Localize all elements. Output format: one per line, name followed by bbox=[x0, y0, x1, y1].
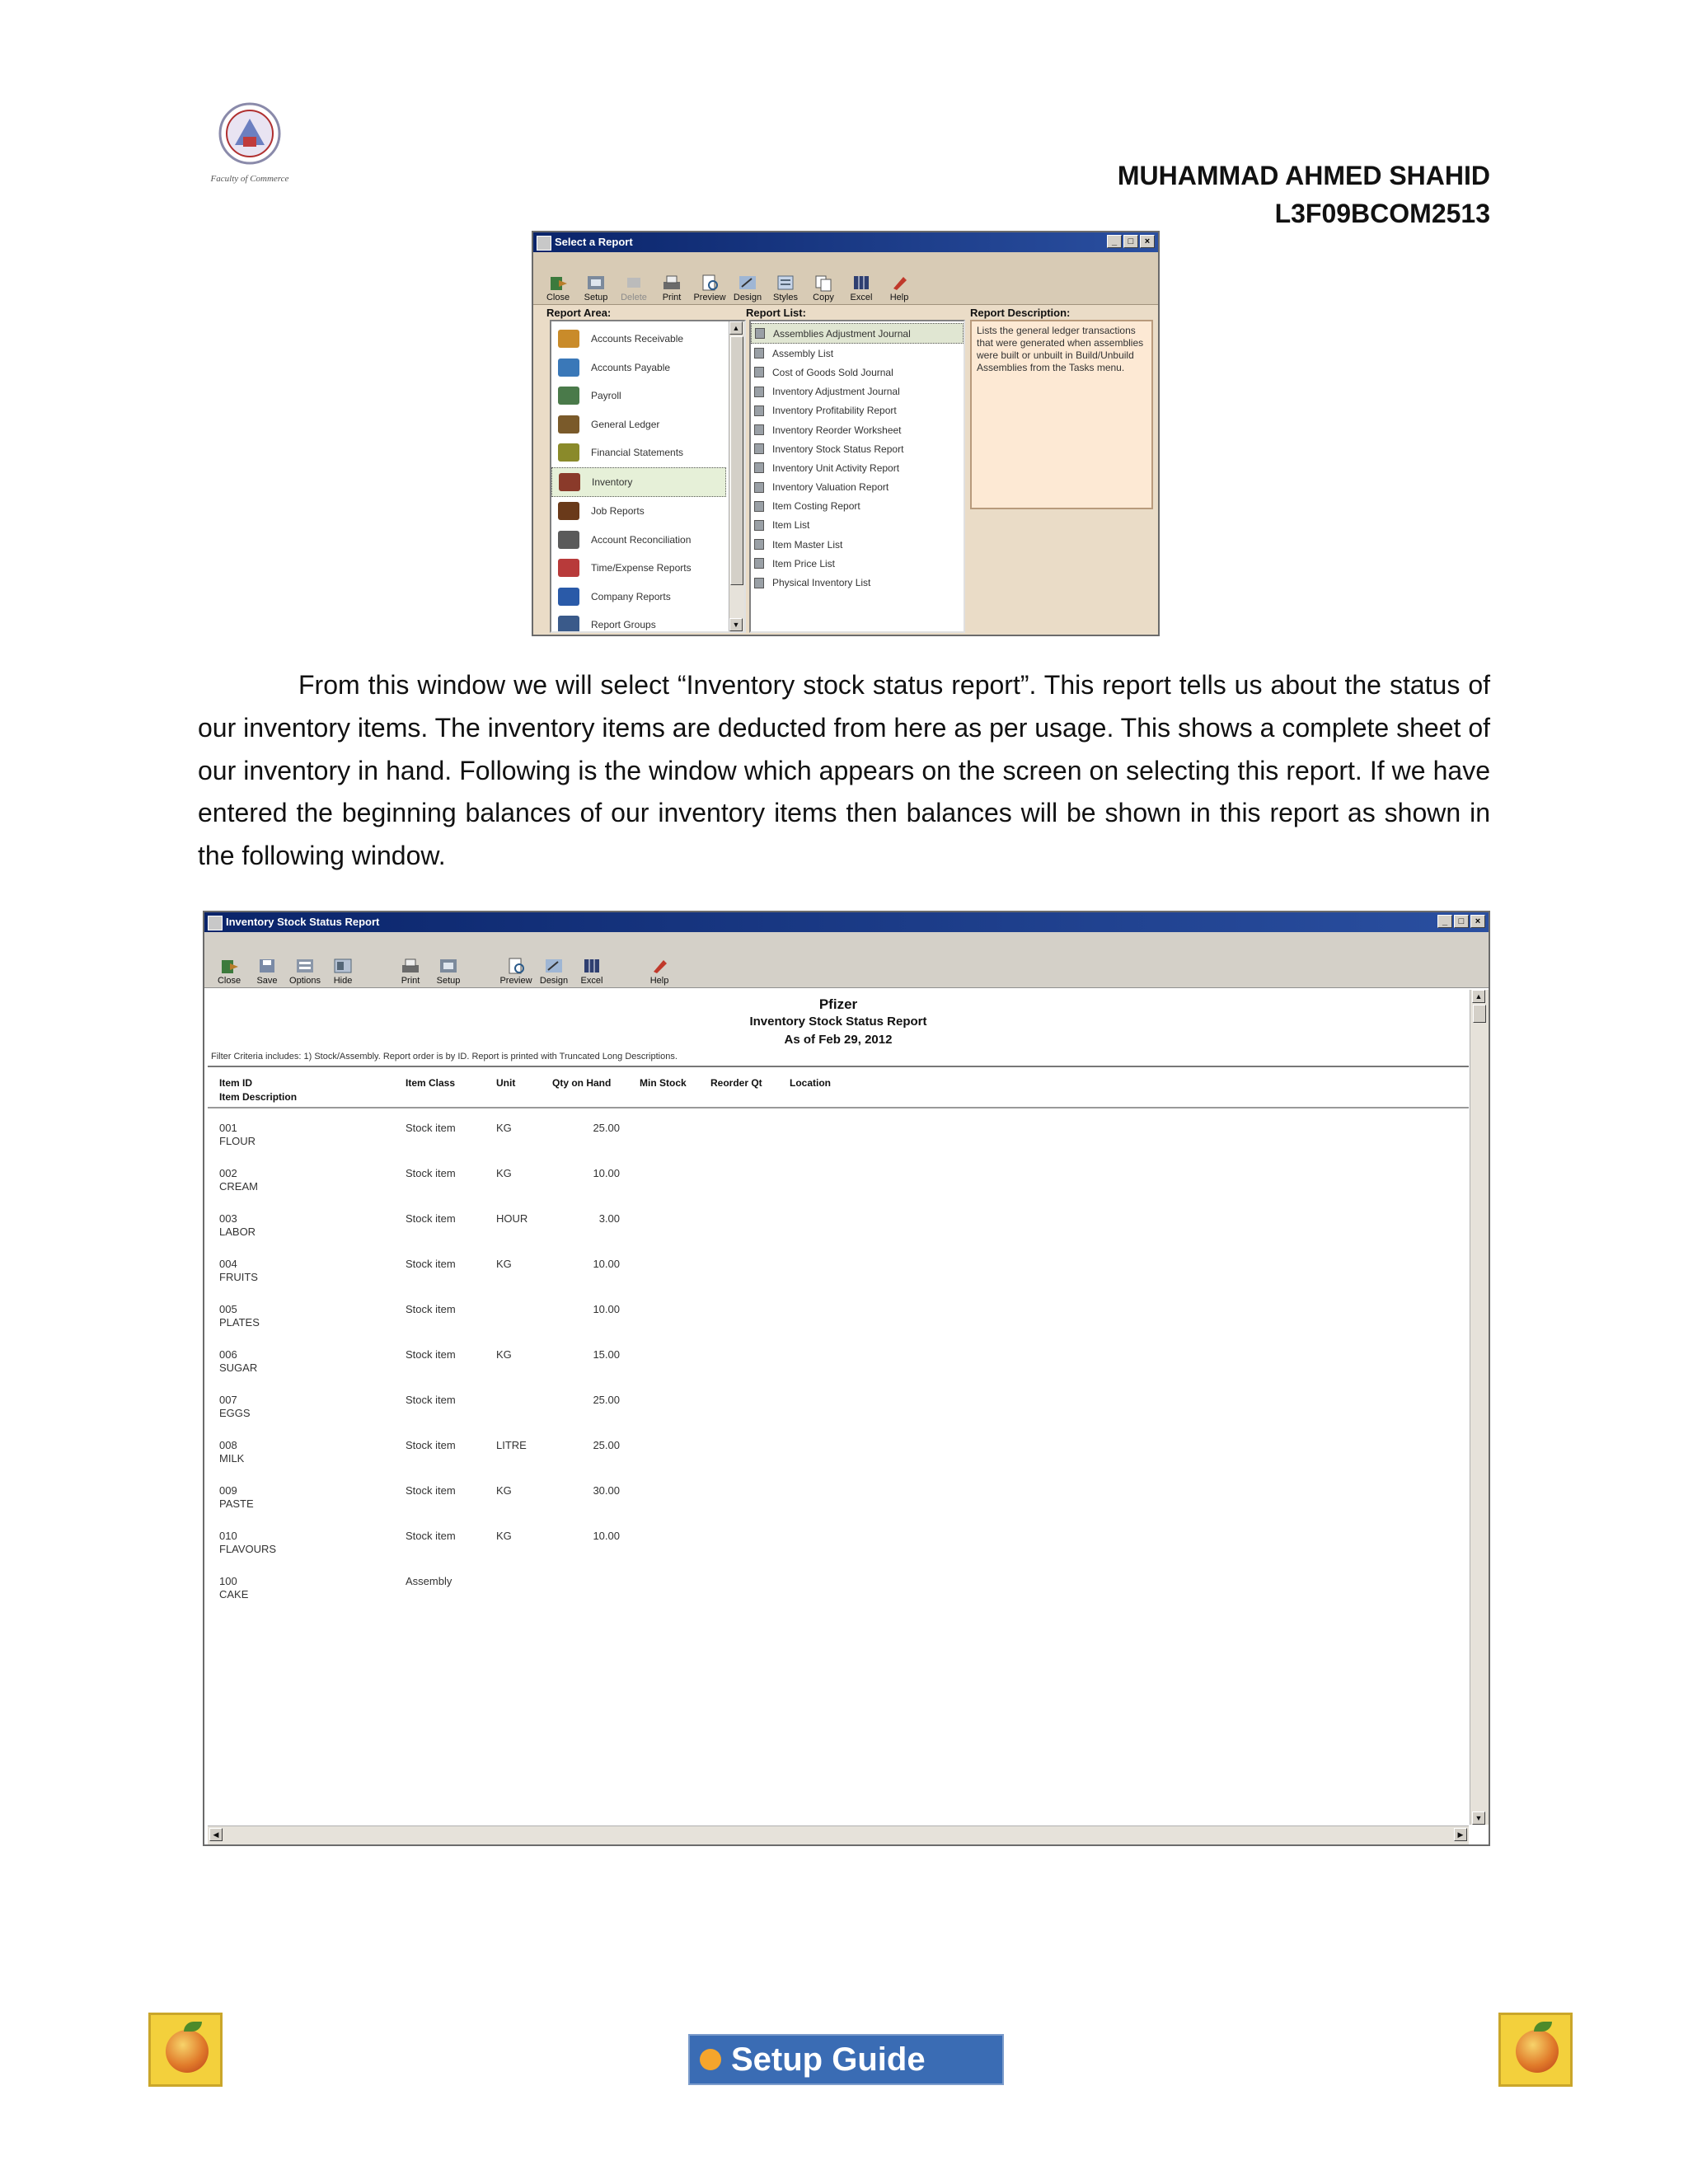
report-area-icon bbox=[558, 359, 579, 377]
report-list-item[interactable] bbox=[751, 439, 964, 458]
toolbar-copy-button[interactable]: Copy bbox=[807, 274, 840, 302]
hide-icon bbox=[332, 957, 354, 975]
item-class-cell: Stock item bbox=[406, 1394, 456, 1406]
report-area-icon bbox=[558, 415, 579, 434]
report-description-label: Report Description: bbox=[970, 307, 1071, 319]
report-document-icon bbox=[754, 443, 764, 454]
report-area-label: Inventory bbox=[592, 476, 633, 488]
report-area-label: General Ledger bbox=[591, 418, 660, 430]
fruit-picture-right bbox=[1498, 2013, 1573, 2087]
report-title: Inventory Stock Status Report bbox=[749, 1015, 927, 1029]
report-area-item[interactable] bbox=[551, 497, 726, 526]
scroll-down-button[interactable]: ▼ bbox=[729, 618, 743, 631]
report-area-icon bbox=[558, 588, 579, 606]
item-class-cell: Stock item bbox=[406, 1167, 456, 1179]
report-list-label: Inventory Stock Status Report bbox=[772, 443, 904, 455]
item-id-cell: 100 bbox=[219, 1575, 237, 1587]
window-app-icon bbox=[208, 916, 223, 930]
report-area-icon bbox=[559, 473, 580, 491]
preview-icon bbox=[699, 274, 720, 292]
report-list-item[interactable] bbox=[751, 535, 964, 554]
report-area-item[interactable] bbox=[551, 583, 726, 612]
filter-criteria: Filter Criteria includes: 1) Stock/Assembly. Report order is by ID. Report is printed with Truncated Long Descriptions. bbox=[211, 1052, 678, 1062]
item-description-cell: MILK bbox=[219, 1452, 245, 1465]
report-document-icon bbox=[754, 387, 764, 397]
col-min-stock: Min Stock bbox=[640, 1077, 687, 1089]
item-id-cell: 003 bbox=[219, 1212, 237, 1225]
report-area-item[interactable] bbox=[551, 410, 726, 439]
toolbar-setup-button[interactable]: Setup bbox=[579, 274, 612, 302]
stock-status-report-window bbox=[203, 911, 1490, 1846]
item-description-cell: FLAVOURS bbox=[219, 1543, 277, 1555]
company-name: Pfizer bbox=[818, 996, 858, 1012]
report-list-label: Inventory Valuation Report bbox=[772, 481, 889, 494]
help-icon bbox=[889, 274, 910, 292]
toolbar-setup-button[interactable]: Setup bbox=[432, 957, 465, 986]
qty-on-hand-cell: 10.00 bbox=[593, 1167, 620, 1179]
toolbar-hide-button[interactable]: Hide bbox=[326, 957, 359, 986]
report-area-label: Report Groups bbox=[591, 619, 656, 631]
report-area-item[interactable] bbox=[551, 554, 726, 583]
item-id-cell: 006 bbox=[219, 1348, 237, 1361]
svg-text:Faculty of Commerce: Faculty of Commerce bbox=[210, 174, 289, 184]
item-id-cell: 008 bbox=[219, 1439, 237, 1451]
unit-cell: KG bbox=[496, 1122, 512, 1134]
close-door-icon bbox=[218, 957, 240, 975]
report-list-item[interactable] bbox=[751, 458, 964, 477]
close-window-button[interactable]: × bbox=[1470, 915, 1485, 928]
report-area-label: Accounts Payable bbox=[591, 361, 671, 373]
toolbar-options-button[interactable]: Options bbox=[288, 957, 321, 986]
design-icon bbox=[543, 957, 565, 975]
report-area-item[interactable] bbox=[551, 354, 726, 382]
report-document-icon bbox=[754, 501, 764, 512]
qty-on-hand-cell: 10.00 bbox=[593, 1530, 620, 1542]
window-title: Inventory Stock Status Report bbox=[226, 916, 380, 928]
unit-cell: KG bbox=[496, 1258, 512, 1270]
author-name: MUHAMMAD AHMED SHAHID bbox=[1117, 161, 1490, 190]
window-title: Select a Report bbox=[555, 236, 633, 248]
report-list-label: Inventory Unit Activity Report bbox=[772, 462, 900, 474]
column-divider bbox=[208, 1107, 1469, 1108]
toolbar-help-button[interactable]: Help bbox=[883, 274, 916, 302]
setup-guide-button[interactable] bbox=[688, 2034, 1004, 2085]
report-list-label: Inventory Reorder Worksheet bbox=[772, 424, 902, 436]
col-reorder-qty: Reorder Qt bbox=[710, 1077, 762, 1089]
item-class-cell: Stock item bbox=[406, 1530, 456, 1542]
report-date: As of Feb 29, 2012 bbox=[784, 1033, 893, 1047]
table-row bbox=[208, 1212, 1469, 1258]
select-report-titlebar bbox=[533, 232, 1158, 252]
report-description-box bbox=[970, 320, 1153, 509]
item-id-cell: 004 bbox=[219, 1258, 237, 1270]
author-block bbox=[1118, 157, 1490, 232]
table-row bbox=[208, 1348, 1469, 1394]
excel-icon bbox=[581, 957, 603, 975]
report-list-label: Item Costing Report bbox=[772, 500, 860, 513]
report-area-scrollbar[interactable] bbox=[729, 321, 744, 631]
scroll-thumb[interactable] bbox=[730, 336, 743, 585]
minimize-button[interactable]: _ bbox=[1107, 235, 1122, 248]
toolbar-preview-button[interactable]: Preview bbox=[499, 957, 532, 986]
report-list-label: Assembly List bbox=[772, 347, 834, 359]
print-icon bbox=[661, 274, 682, 292]
scroll-thumb[interactable] bbox=[1473, 1005, 1486, 1023]
fruit-picture-left bbox=[148, 2013, 223, 2087]
report-document-icon bbox=[754, 405, 764, 416]
item-class-cell: Stock item bbox=[406, 1258, 456, 1270]
report-list-item[interactable] bbox=[751, 516, 964, 535]
table-row bbox=[208, 1303, 1469, 1348]
toolbar-delete-button[interactable]: Delete bbox=[617, 274, 650, 302]
scroll-down-button[interactable]: ▼ bbox=[1472, 1811, 1485, 1825]
report-area-icon bbox=[558, 443, 579, 462]
item-description-cell: CREAM bbox=[219, 1180, 258, 1193]
report-description-text: Lists the general ledger transactions that were generated when assemblies were built or unbuilt in Build/Unbuild Assemblies from the Tasks menu. bbox=[977, 325, 1144, 373]
item-class-cell: Assembly bbox=[406, 1575, 452, 1587]
report-list-item[interactable] bbox=[751, 363, 964, 382]
qty-on-hand-cell: 10.00 bbox=[593, 1258, 620, 1270]
window-app-icon bbox=[537, 236, 551, 251]
item-id-cell: 010 bbox=[219, 1530, 237, 1542]
report-list-item[interactable] bbox=[751, 420, 964, 439]
item-id-cell: 002 bbox=[219, 1167, 237, 1179]
preview-icon bbox=[505, 957, 527, 975]
report-area-item[interactable] bbox=[551, 611, 726, 633]
styles-icon bbox=[775, 274, 796, 292]
scroll-left-button[interactable]: ◀ bbox=[209, 1828, 223, 1841]
table-row bbox=[208, 1258, 1469, 1303]
report-document-icon bbox=[754, 520, 764, 531]
item-id-cell: 009 bbox=[219, 1484, 237, 1497]
toolbar-design-button[interactable]: Design bbox=[731, 274, 764, 302]
report-document-icon bbox=[755, 328, 765, 339]
qty-on-hand-cell: 25.00 bbox=[593, 1394, 620, 1406]
report-body bbox=[208, 990, 1469, 1825]
toolbar-print-button[interactable]: Print bbox=[394, 957, 427, 986]
toolbar-design-button[interactable]: Design bbox=[537, 957, 570, 986]
report-area-list[interactable] bbox=[550, 320, 746, 633]
item-class-cell: Stock item bbox=[406, 1303, 456, 1315]
stock-report-titlebar bbox=[204, 912, 1489, 932]
report-list-label: Item Master List bbox=[772, 538, 843, 551]
report-list-item[interactable] bbox=[751, 497, 964, 516]
report-list-label: Assemblies Adjustment Journal bbox=[773, 327, 911, 340]
report-area-label: Payroll bbox=[591, 390, 621, 402]
item-description-cell: EGGS bbox=[219, 1407, 251, 1419]
qty-on-hand-cell: 10.00 bbox=[593, 1303, 620, 1315]
print-icon bbox=[400, 957, 421, 975]
report-list-label: Inventory Adjustment Journal bbox=[772, 386, 900, 398]
item-id-cell: 007 bbox=[219, 1394, 237, 1406]
delete-icon bbox=[623, 274, 645, 292]
table-row bbox=[208, 1122, 1469, 1167]
qty-on-hand-cell: 25.00 bbox=[593, 1122, 620, 1134]
unit-cell: KG bbox=[496, 1484, 512, 1497]
report-list-label: Item List bbox=[772, 519, 810, 532]
qty-on-hand-cell: 25.00 bbox=[593, 1439, 620, 1451]
item-id-cell: 001 bbox=[219, 1122, 237, 1134]
setup-icon bbox=[438, 957, 459, 975]
report-area-item[interactable] bbox=[551, 467, 726, 498]
scroll-up-button[interactable]: ▲ bbox=[1472, 990, 1485, 1003]
toolbar-close-button[interactable]: Close bbox=[213, 957, 246, 986]
table-row bbox=[208, 1439, 1469, 1484]
report-area-icon bbox=[558, 559, 579, 577]
report-area-label: Report Area: bbox=[546, 307, 612, 319]
toolbar-styles-button[interactable]: Styles bbox=[769, 274, 802, 302]
setup-guide-label: Setup Guide bbox=[731, 2041, 926, 2078]
toolbar-close-button[interactable]: Close bbox=[542, 274, 574, 302]
copy-icon bbox=[813, 274, 834, 292]
excel-icon bbox=[851, 274, 872, 292]
table-row bbox=[208, 1530, 1469, 1575]
report-document-icon bbox=[754, 462, 764, 473]
col-item-id: Item ID bbox=[219, 1077, 253, 1089]
toolbar-save-button[interactable]: Save bbox=[251, 957, 284, 986]
report-area-item[interactable] bbox=[551, 325, 726, 354]
report-list-item[interactable] bbox=[751, 382, 964, 401]
report-document-icon bbox=[754, 578, 764, 588]
body-paragraph: From this window we will select “Inventory stock status report”. This report tells us about the status of our inventory items. The inventory items are deducted from here as per usage. This shows a complete sheet of our inventory in hand. Following is the window which appears on the screen on selecting this report. If we have entered the beginning balances of our inventory items then balances will be shown in this report as shown in the following window. bbox=[198, 670, 1490, 871]
report-area-label: Time/Expense Reports bbox=[591, 562, 692, 574]
table-row bbox=[208, 1484, 1469, 1530]
report-document-icon bbox=[754, 558, 764, 569]
item-description-cell: LABOR bbox=[219, 1226, 256, 1238]
item-class-cell: Stock item bbox=[406, 1212, 456, 1225]
table-row bbox=[208, 1394, 1469, 1439]
item-description-cell: SUGAR bbox=[219, 1361, 258, 1374]
qty-on-hand-cell: 30.00 bbox=[593, 1484, 620, 1497]
report-area-label: Job Reports bbox=[591, 505, 645, 518]
report-horizontal-scrollbar[interactable] bbox=[208, 1825, 1469, 1844]
report-vertical-scrollbar[interactable] bbox=[1470, 990, 1489, 1825]
report-list-item[interactable] bbox=[751, 478, 964, 497]
maximize-button[interactable]: □ bbox=[1454, 915, 1469, 928]
help-icon bbox=[649, 957, 670, 975]
report-area-item[interactable] bbox=[551, 382, 726, 410]
unit-cell: KG bbox=[496, 1167, 512, 1179]
report-list-item[interactable] bbox=[751, 323, 964, 344]
report-document-icon bbox=[754, 424, 764, 435]
header-divider bbox=[208, 1066, 1469, 1067]
col-qty-on-hand: Qty on Hand bbox=[552, 1077, 612, 1089]
report-area-icon bbox=[558, 330, 579, 348]
toolbar-excel-button[interactable]: Excel bbox=[575, 957, 608, 986]
toolbar-help-button[interactable]: Help bbox=[643, 957, 676, 986]
unit-cell: KG bbox=[496, 1348, 512, 1361]
report-document-icon bbox=[754, 348, 764, 359]
table-row bbox=[208, 1575, 1469, 1620]
item-description-cell: FLOUR bbox=[219, 1135, 256, 1147]
table-row bbox=[208, 1167, 1469, 1212]
minimize-button[interactable]: _ bbox=[1437, 915, 1452, 928]
select-report-window bbox=[532, 231, 1160, 636]
report-area-icon bbox=[558, 531, 579, 549]
item-description-cell: CAKE bbox=[219, 1588, 249, 1601]
report-area-label: Financial Statements bbox=[591, 447, 684, 459]
design-icon bbox=[737, 274, 758, 292]
report-document-icon bbox=[754, 482, 764, 493]
report-list-label: Item Price List bbox=[772, 557, 836, 569]
unit-cell: LITRE bbox=[496, 1439, 527, 1451]
report-area-icon bbox=[558, 502, 579, 520]
report-area-label: Company Reports bbox=[591, 590, 671, 602]
unit-cell: KG bbox=[496, 1530, 512, 1542]
qty-on-hand-cell: 15.00 bbox=[593, 1348, 620, 1361]
item-description-cell: FRUITS bbox=[219, 1271, 258, 1283]
item-description-cell: PASTE bbox=[219, 1497, 254, 1510]
qty-on-hand-cell: 3.00 bbox=[598, 1212, 620, 1225]
close-door-icon bbox=[547, 274, 569, 292]
report-area-label: Account Reconciliation bbox=[591, 533, 692, 546]
report-area-item[interactable] bbox=[551, 438, 726, 467]
unit-cell: HOUR bbox=[496, 1212, 528, 1225]
report-list-label: Inventory Profitability Report bbox=[772, 405, 897, 417]
item-description-cell: PLATES bbox=[219, 1316, 260, 1329]
report-list-label: Report List: bbox=[746, 307, 806, 319]
report-list-label: Cost of Goods Sold Journal bbox=[772, 366, 893, 378]
toolbar-preview-button[interactable]: Preview bbox=[693, 274, 726, 302]
report-area-icon bbox=[558, 387, 579, 405]
toolbar-excel-button[interactable]: Excel bbox=[845, 274, 878, 302]
item-class-cell: Stock item bbox=[406, 1439, 456, 1451]
options-icon bbox=[294, 957, 316, 975]
report-list-item[interactable] bbox=[751, 573, 964, 592]
toolbar-print-button[interactable]: Print bbox=[655, 274, 688, 302]
faculty-logo bbox=[198, 97, 302, 186]
report-area-label: Accounts Receivable bbox=[591, 333, 684, 345]
save-icon bbox=[256, 957, 278, 975]
report-document-icon bbox=[754, 367, 764, 377]
item-class-cell: Stock item bbox=[406, 1122, 456, 1134]
report-document-icon bbox=[754, 539, 764, 550]
report-list[interactable] bbox=[749, 320, 965, 633]
item-id-cell: 005 bbox=[219, 1303, 237, 1315]
setup-icon bbox=[585, 274, 607, 292]
report-list-item[interactable] bbox=[751, 344, 964, 363]
select-report-toolbar bbox=[533, 252, 1158, 305]
report-list-label: Physical Inventory List bbox=[772, 577, 871, 589]
close-window-button[interactable]: × bbox=[1140, 235, 1155, 248]
report-area-item[interactable] bbox=[551, 526, 726, 555]
scroll-up-button[interactable]: ▲ bbox=[729, 321, 743, 335]
scroll-right-button[interactable]: ▶ bbox=[1454, 1828, 1467, 1841]
report-list-item[interactable] bbox=[751, 401, 964, 420]
author-id: L3F09BCOM2513 bbox=[1274, 199, 1490, 228]
report-list-item[interactable] bbox=[751, 554, 964, 573]
col-unit: Unit bbox=[496, 1077, 516, 1089]
item-class-cell: Stock item bbox=[406, 1484, 456, 1497]
maximize-button[interactable]: □ bbox=[1123, 235, 1138, 248]
orange-dot-icon bbox=[700, 2049, 721, 2070]
col-item-description: Item Description bbox=[219, 1091, 298, 1103]
stock-report-toolbar bbox=[204, 932, 1489, 988]
col-location: Location bbox=[790, 1077, 831, 1089]
item-class-cell: Stock item bbox=[406, 1348, 456, 1361]
col-item-class: Item Class bbox=[406, 1077, 456, 1089]
report-area-icon bbox=[558, 616, 579, 633]
